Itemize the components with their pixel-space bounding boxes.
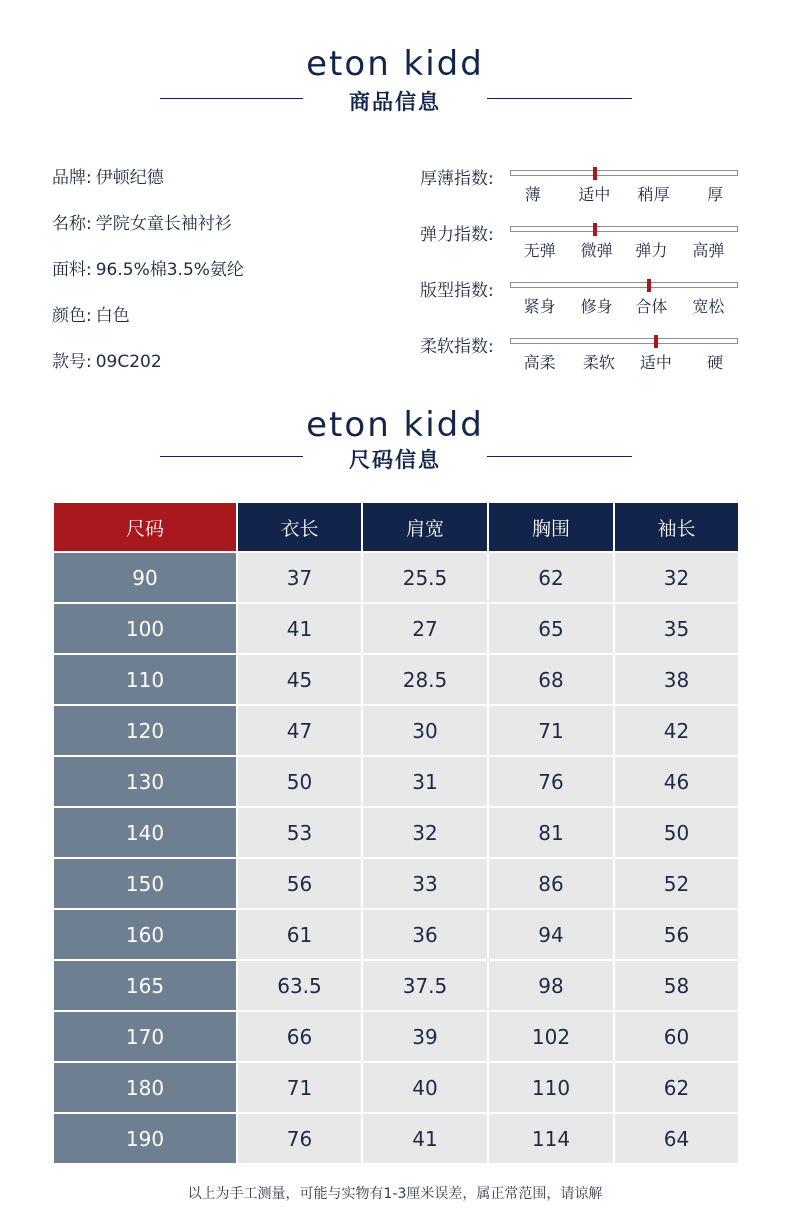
info-value: 白色 <box>95 306 130 326</box>
index-label-thickness: 厚薄指数: <box>420 169 494 189</box>
index-track-thickness <box>510 170 738 176</box>
info-value: 96.5%棉3.5%氨纶 <box>95 260 244 280</box>
table-row <box>53 654 739 705</box>
measure-cell: 41 <box>237 603 362 654</box>
info-label: 款号: <box>52 352 92 372</box>
brand-logo-top: eton kidd <box>306 44 484 84</box>
table-row <box>53 960 739 1011</box>
index-marker <box>593 167 597 180</box>
measure-cell: 42 <box>614 705 739 756</box>
info-label: 面料: <box>52 260 92 280</box>
table-row <box>53 552 739 603</box>
measure-cell: 31 <box>362 756 488 807</box>
tick-label: 修身 <box>580 297 613 316</box>
measure-cell: 66 <box>237 1011 362 1062</box>
measure-cell: 94 <box>488 909 614 960</box>
size-cell: 150 <box>53 858 237 909</box>
header-chest: 胸围 <box>488 502 614 552</box>
table-row <box>53 1113 739 1164</box>
table-row <box>53 807 739 858</box>
measure-cell: 58 <box>614 960 739 1011</box>
size-cell: 180 <box>53 1062 237 1113</box>
measure-cell: 56 <box>614 909 739 960</box>
info-row-color <box>52 301 130 326</box>
table-row <box>53 1062 739 1113</box>
info-label: 颜色: <box>52 306 92 326</box>
measure-cell: 76 <box>488 756 614 807</box>
size-table-header <box>53 502 739 552</box>
measure-cell: 62 <box>488 552 614 603</box>
index-label-elasticity: 弹力指数: <box>420 225 494 245</box>
product-info-title: 商品信息 <box>349 90 441 114</box>
info-value: 伊顿纪德 <box>95 168 164 188</box>
size-info-title: 尺码信息 <box>349 448 441 472</box>
measure-cell: 33 <box>362 858 488 909</box>
measure-cell: 39 <box>362 1011 488 1062</box>
brand-logo-bottom: eton kidd <box>306 405 484 445</box>
table-row <box>53 705 739 756</box>
size-cell: 110 <box>53 654 237 705</box>
table-row <box>53 1011 739 1062</box>
measure-cell: 102 <box>488 1011 614 1062</box>
measure-cell: 71 <box>237 1062 362 1113</box>
tick-label: 无弹 <box>523 241 556 260</box>
measure-cell: 110 <box>488 1062 614 1113</box>
size-cell: 90 <box>53 552 237 603</box>
tick-label: 适中 <box>578 185 611 204</box>
measure-cell: 28.5 <box>362 654 488 705</box>
size-cell: 120 <box>53 705 237 756</box>
tick-label: 宽松 <box>692 297 725 316</box>
tick-label: 适中 <box>639 353 672 372</box>
info-value: 学院女童长袖衬衫 <box>95 214 232 234</box>
info-row-brand <box>52 163 164 188</box>
table-row <box>53 603 739 654</box>
tick-label: 硬 <box>707 353 724 372</box>
measure-cell: 64 <box>614 1113 739 1164</box>
measure-cell: 98 <box>488 960 614 1011</box>
header-sleeve: 袖长 <box>614 502 739 552</box>
measure-cell: 62 <box>614 1062 739 1113</box>
index-track-elasticity <box>510 226 738 232</box>
tick-label: 高柔 <box>523 353 556 372</box>
tick-label: 厚 <box>707 185 724 204</box>
measure-cell: 40 <box>362 1062 488 1113</box>
index-label-fit: 版型指数: <box>420 281 494 301</box>
table-row <box>53 858 739 909</box>
info-row-style-number <box>52 347 162 372</box>
measure-cell: 61 <box>237 909 362 960</box>
measure-cell: 32 <box>614 552 739 603</box>
tick-label: 紧身 <box>523 297 556 316</box>
measure-cell: 68 <box>488 654 614 705</box>
measure-cell: 50 <box>614 807 739 858</box>
size-cell: 190 <box>53 1113 237 1164</box>
measure-cell: 114 <box>488 1113 614 1164</box>
measure-cell: 56 <box>237 858 362 909</box>
size-table-body <box>53 552 739 1164</box>
table-row <box>53 909 739 960</box>
tick-label: 稍厚 <box>637 185 670 204</box>
header-shoulder: 肩宽 <box>362 502 488 552</box>
measure-cell: 81 <box>488 807 614 858</box>
header-length: 衣长 <box>237 502 362 552</box>
measure-cell: 41 <box>362 1113 488 1164</box>
measure-cell: 63.5 <box>237 960 362 1011</box>
info-value: 09C202 <box>95 352 162 372</box>
measure-cell: 76 <box>237 1113 362 1164</box>
size-cell: 165 <box>53 960 237 1011</box>
measure-cell: 47 <box>237 705 362 756</box>
measure-cell: 52 <box>614 858 739 909</box>
measure-cell: 50 <box>237 756 362 807</box>
measure-cell: 86 <box>488 858 614 909</box>
measure-cell: 71 <box>488 705 614 756</box>
measure-cell: 60 <box>614 1011 739 1062</box>
tick-label: 高弹 <box>692 241 725 260</box>
header-size: 尺码 <box>53 502 237 552</box>
index-label-softness: 柔软指数: <box>420 337 494 357</box>
measure-cell: 46 <box>614 756 739 807</box>
tick-label: 合体 <box>635 297 668 316</box>
measurement-footnote: 以上为手工测量，可能与实物有1-3厘米误差，属正常范围，请谅解 <box>187 1186 603 1202</box>
measure-cell: 38 <box>614 654 739 705</box>
size-cell: 130 <box>53 756 237 807</box>
size-cell: 100 <box>53 603 237 654</box>
size-cell: 140 <box>53 807 237 858</box>
index-marker <box>593 223 597 236</box>
measure-cell: 37.5 <box>362 960 488 1011</box>
measure-cell: 65 <box>488 603 614 654</box>
measure-cell: 37 <box>237 552 362 603</box>
measure-cell: 45 <box>237 654 362 705</box>
tick-label: 弹力 <box>635 241 668 260</box>
measure-cell: 35 <box>614 603 739 654</box>
size-cell: 170 <box>53 1011 237 1062</box>
index-marker <box>654 335 658 348</box>
info-label: 品牌: <box>52 168 92 188</box>
index-marker <box>647 279 651 292</box>
tick-label: 薄 <box>524 185 541 204</box>
tick-label: 微弹 <box>580 241 613 260</box>
index-track-softness <box>510 338 738 344</box>
table-row <box>53 756 739 807</box>
size-cell: 160 <box>53 909 237 960</box>
measure-cell: 36 <box>362 909 488 960</box>
measure-cell: 53 <box>237 807 362 858</box>
info-row-fabric <box>52 255 244 280</box>
size-table <box>52 501 740 1165</box>
info-row-name <box>52 209 232 234</box>
measure-cell: 30 <box>362 705 488 756</box>
measure-cell: 25.5 <box>362 552 488 603</box>
measure-cell: 27 <box>362 603 488 654</box>
info-label: 名称: <box>52 214 92 234</box>
index-track-fit <box>510 282 738 288</box>
measure-cell: 32 <box>362 807 488 858</box>
tick-label: 柔软 <box>582 353 615 372</box>
